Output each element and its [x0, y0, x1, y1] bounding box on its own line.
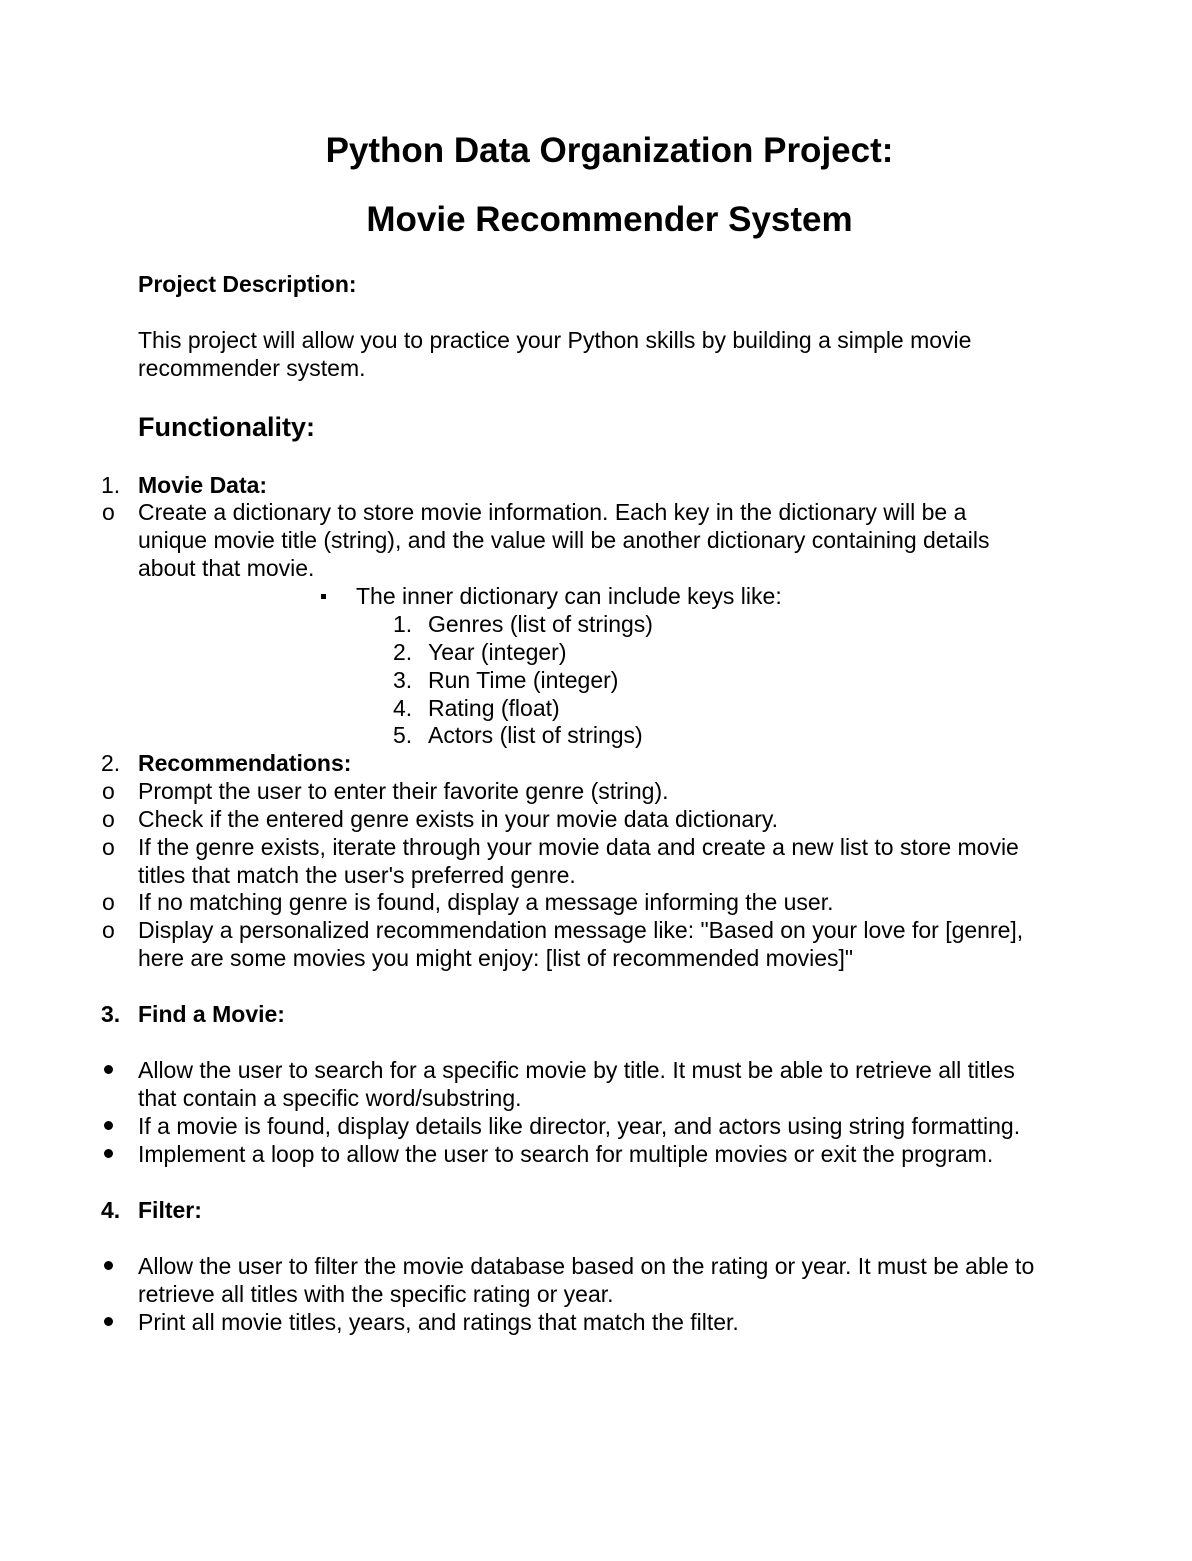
list-item: Implement a loop to allow the user to search for multiple movies or exit the program.: [138, 1141, 994, 1167]
section-number: 3.: [101, 1001, 121, 1027]
list-item: here are some movies you might enjoy: [list of recommended movies]": [138, 945, 854, 971]
bullet-o-marker: o: [102, 806, 115, 832]
section-heading-movie-data: Movie Data:: [138, 472, 268, 498]
section-number: 1.: [101, 472, 121, 498]
list-item: Allow the user to filter the movie database based on the rating or year. It must be able to: [138, 1253, 1035, 1279]
list-item: Display a personalized recommendation message like: "Based on your love for [genre],: [138, 917, 1024, 943]
page-title-line-2: Movie Recommender System: [366, 200, 853, 239]
section-heading-filter: Filter:: [138, 1197, 202, 1223]
section-heading-recommendations: Recommendations:: [138, 750, 352, 776]
list-item: Prompt the user to enter their favorite genre (string).: [138, 778, 669, 804]
section-number: 4.: [101, 1197, 121, 1223]
bullet-o-marker: o: [102, 778, 115, 804]
list-item: Check if the entered genre exists in your movie data dictionary.: [138, 806, 779, 832]
bullet-dot-icon: [104, 1065, 113, 1074]
list-item: unique movie title (string), and the value will be another dictionary containing details: [138, 527, 990, 553]
bullet-o-marker: o: [102, 499, 115, 525]
bullet-o-marker: o: [102, 889, 115, 915]
section-number: 2.: [101, 750, 121, 776]
description-line: recommender system.: [138, 355, 366, 381]
sub-list-item: The inner dictionary can include keys like:: [356, 583, 782, 609]
list-item: If a movie is found, display details like director, year, and actors using string formatting.: [138, 1113, 1021, 1139]
list-item: about that movie.: [138, 555, 315, 581]
key-item-year: Year (integer): [428, 639, 567, 665]
bullet-o-marker: o: [102, 917, 115, 943]
bullet-dot-icon: [104, 1149, 113, 1158]
list-item: retrieve all titles with the specific rating or year.: [138, 1281, 614, 1307]
bullet-dot-icon: [104, 1261, 113, 1270]
list-item: Create a dictionary to store movie information. Each key in the dictionary will be a: [138, 499, 967, 525]
functionality-heading: Functionality:: [138, 412, 315, 442]
key-item-run-time: Run Time (integer): [428, 667, 619, 693]
list-item: Print all movie titles, years, and ratings that match the filter.: [138, 1309, 739, 1335]
description-line: This project will allow you to practice your Python skills by building a simple movie: [138, 327, 972, 353]
list-item: titles that match the user's preferred genre.: [138, 862, 576, 888]
list-item: that contain a specific word/substring.: [138, 1085, 522, 1111]
list-item: If the genre exists, iterate through your movie data and create a new list to store movie: [138, 834, 1019, 860]
bullet-dot-icon: [104, 1317, 113, 1326]
key-item-genres: Genres (list of strings): [428, 611, 653, 637]
key-number: 4.: [393, 695, 413, 721]
bullet-o-marker: o: [102, 834, 115, 860]
description-heading: Project Description:: [138, 271, 357, 297]
list-item: Allow the user to search for a specific movie by title. It must be able to retrieve all titles: [138, 1057, 1015, 1083]
section-heading-find-movie: Find a Movie:: [138, 1001, 285, 1027]
key-item-actors: Actors (list of strings): [428, 722, 643, 748]
key-number: 3.: [393, 667, 413, 693]
key-number: 1.: [393, 611, 413, 637]
bullet-dot-icon: [104, 1121, 113, 1130]
key-number: 2.: [393, 639, 413, 665]
key-item-rating: Rating (float): [428, 695, 560, 721]
page-title-line-1: Python Data Organization Project:: [325, 131, 894, 170]
list-item: If no matching genre is found, display a message informing the user.: [138, 889, 834, 915]
square-bullet-icon: [321, 594, 326, 599]
key-number: 5.: [393, 722, 413, 748]
